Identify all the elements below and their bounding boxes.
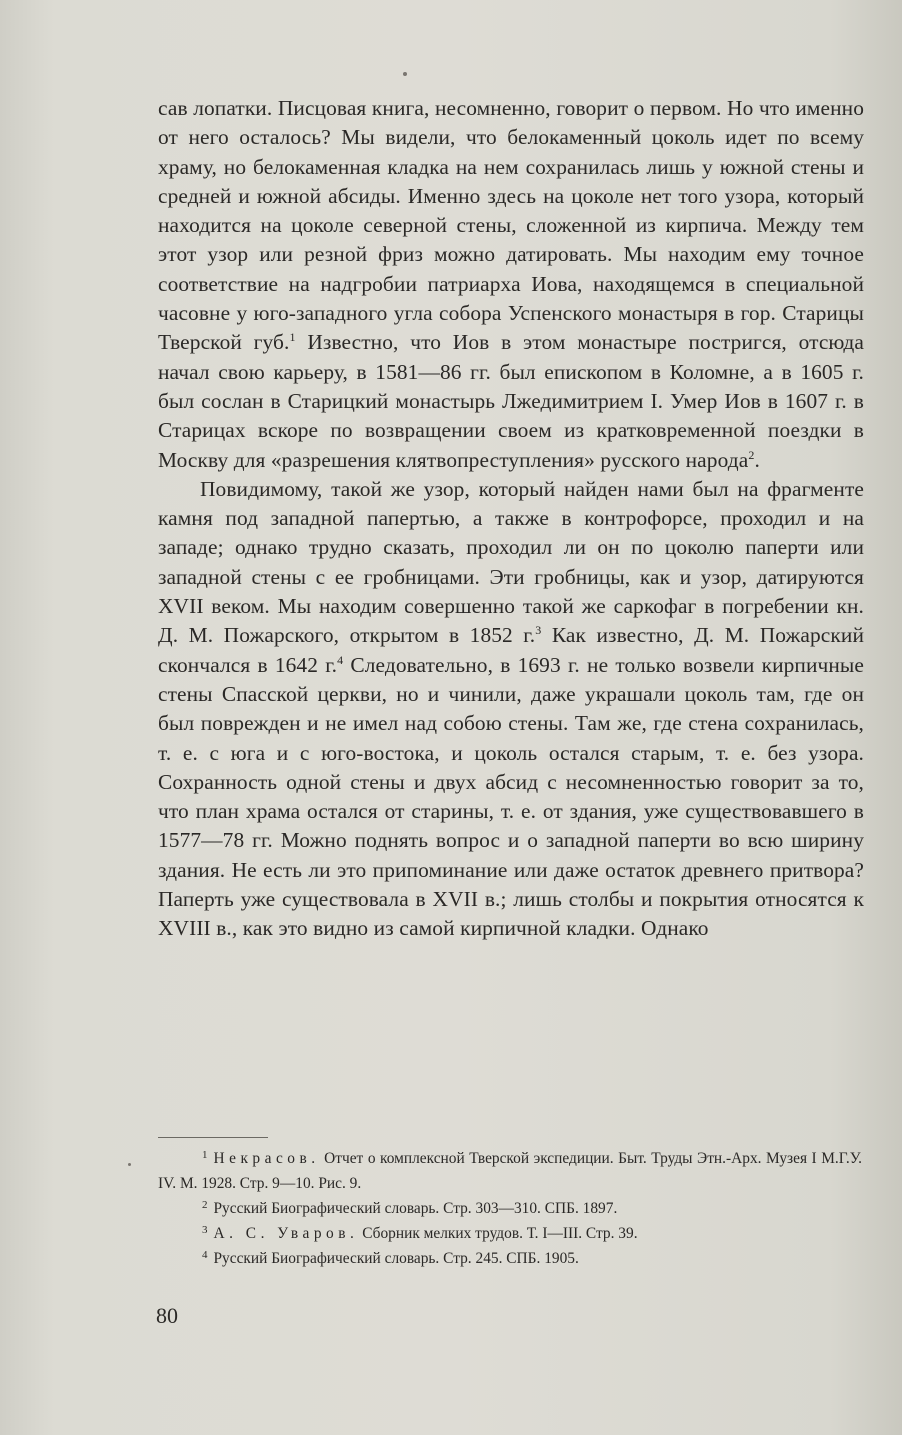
main-text [158,94,864,944]
paragraph [158,475,864,944]
footnote-author: Некрасов. [213,1150,320,1167]
print-speck [403,72,407,76]
footnote-text: Русский Биографический словарь. Стр. 245. СПБ. 1905. [213,1250,579,1267]
footnote-text: Отчет о комплексной Тверской экспедиции. Быт. Труды Этн.-Арх. Музея I М.Г.У. IV. М. 1928. Стр. 9—10. Рис. 9. [158,1150,862,1192]
footnotes [158,1146,862,1271]
page-number: 80 [156,1303,178,1328]
footnote-reference: 1 [289,330,296,345]
print-speck [128,1163,131,1166]
footnote-text: Сборник мелких трудов. Т. I—III. Стр. 39. [358,1225,638,1242]
paragraph-text: . [754,447,760,472]
footnote [158,1221,862,1246]
footnote [158,1246,862,1271]
footnote-text: Русский Биографический словарь. Стр. 303—310. СПБ. 1897. [213,1200,618,1217]
footnote-number: 2 [202,1199,208,1211]
paragraph-text: Следовательно, в 1693 г. не только возвели кирпичные стены Спасской церкви, но и чинили, даже украшали цоколь там, где он был поврежден и не имел над собою стены. Там же, где стена сохранилась, т. е. с юга и с юго-востока, и цоколь остался старым, т. е. без узора. Сохранность одной стены и двух абсид с несомненностью говорит за то, что план храма остался от старины, т. е. от здания, уже существовавшего в 1577—78 гг. Можно поднять вопрос и о западной паперти во всю ширину здания. Не есть ли это припоминание или даже остаток древнего притвора? Паперть уже существовала в XVII в.; лишь столбы и покрытия относятся к XVIII в., как это видно из самой кирпичной кладки. Однако [158,652,865,941]
footnote [158,1146,862,1196]
footnote-reference: 2 [748,447,755,462]
paragraph-text: сав лопатки. Писцовая книга, несомненно, говорит о первом. Но что именно от него осталось? Мы видели, что белокаменный цоколь идет по всему храму, но белокаменная кладка на нем сохранилась лишь у южной стены и средней и южной абсиды. Именно здесь на цоколе нет того узора, который находится на цоколе северной стены, сложенной из кирпича. Между тем этот узор или резной фриз можно датировать. Мы находим ему точное соответствие на надгробии патриарха Иова, находящемся в специальной часовне у юго-западного угла собора Успенского монастыря в гор. Старицы Тверской губ. [158,96,864,355]
paragraph-text: Повидимому, такой же узор, который найден нами был на фрагменте камня под западной папертью, а также в контрофорсе, проходил и на западе; однако трудно сказать, проходил ли он по цоколю паперти или западной стены с ее гробницами. Эти гробницы, как и узор, датируются XVII веком. Мы находим совершенно такой же саркофаг в погребении кн. Д. М. Пожарского, открытом в 1852 г. [158,476,864,648]
footnote-author: А. С. Уваров. [213,1225,359,1242]
footnote-number: 1 [202,1149,208,1161]
footnote [158,1196,862,1221]
paragraph-text: Известно, что Иов в этом монастыре постригся, отсюда начал свою карьеру, в 1581—86 гг. был епископом в Коломне, а в 1605 г. был сослан в Старицкий монастырь Лжедимитрием I. Умер Иов в 1607 г. в Старицах вскоре по возвращении своем из кратковременной поездки в Москву для «разрешения клятвопреступления» русского народа [158,330,864,472]
paragraph [158,94,864,475]
paragraph-text: Как известно, Д. М. Пожарский скончался в 1642 г. [158,623,864,677]
footnote-separator [158,1137,268,1138]
footnote-number: 4 [202,1249,208,1261]
footnote-number: 3 [202,1224,208,1236]
footnote-reference: 4 [337,652,344,667]
footnote-reference: 3 [535,623,542,638]
